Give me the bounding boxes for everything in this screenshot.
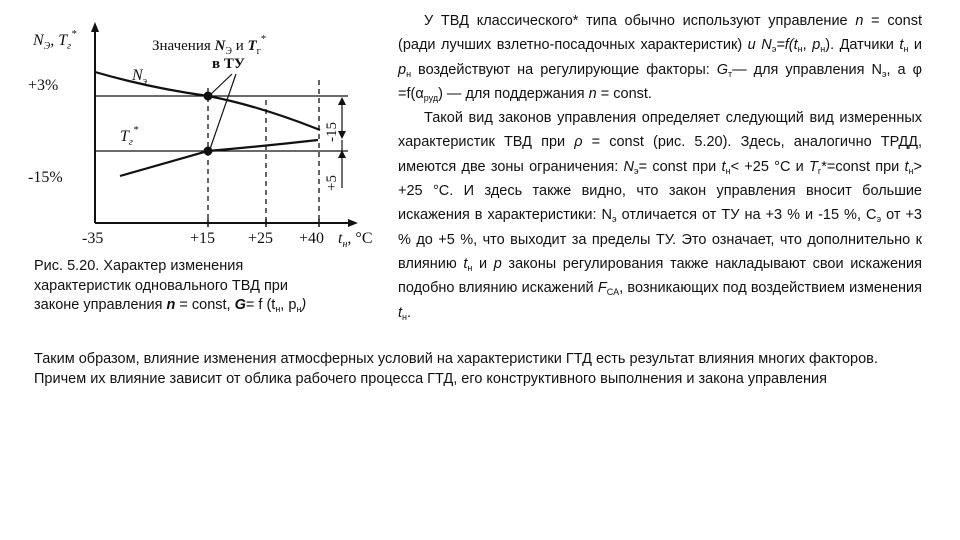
x-tick-label: +25 [248, 230, 274, 247]
conclusion-text: Таким образом, влияние изменения атмосферных условий на характеристики ГТД есть результат влияния многих факторов. Причем их влияние зависит от облика рабочего процесса ГТД, его конструктивного выполнения и закона управления [34, 351, 878, 387]
x-axis-unit: $t_н$, °C [338, 230, 373, 250]
x-axis-arrow-icon [348, 219, 358, 227]
figure-caption [34, 257, 374, 316]
label-vtu: в ТУ [212, 56, 245, 72]
pointer-1 [210, 74, 232, 95]
label-plus3: +3% [28, 77, 59, 94]
figure-title: Значения $N_Э$ и $T_г^*$ [152, 33, 267, 57]
point-t [204, 147, 213, 156]
caption-line: характеристик одновального ТВД при [34, 277, 288, 294]
caption-line: законе управления n = const, G= f ($t_н$, $p_н$) [34, 297, 307, 314]
paragraph-1: У ТВД классического* типа обычно используют управление n = const (ради лучших взлетно-посадочных характеристик) и $N_э=f(t_н$, $p_н$). Датчики $t_н$ и $p_н$ воздействуют на регулирующие факторы: $G_т—$ для управления $N_э$, а $\varphi =f(\alpha_{руд})$ — для поддержания n = const. [398, 13, 923, 103]
point-n [204, 92, 213, 101]
y-axis-title: $N_Э$, $T_г^*$ [33, 28, 77, 52]
pointer-2 [210, 74, 236, 149]
x-tick-label: +15 [190, 230, 216, 247]
curve-t-label: $T_г^*$ [120, 124, 139, 148]
right-column-text [398, 9, 922, 325]
x-tick-label: +40 [299, 230, 325, 247]
dim-label-upper: -15 [324, 122, 340, 142]
curve-t [120, 140, 318, 176]
figure-5-20 [20, 18, 390, 253]
dim-label-lower: +5 [324, 175, 340, 191]
y-axis-arrow-icon [91, 22, 99, 32]
label-minus15: -15% [28, 169, 63, 186]
curve-n-label: $N_э$ [132, 67, 148, 87]
caption-line: Рис. 5.20. Характер изменения [34, 258, 244, 274]
paragraph-2: Такой вид законов управления определяет следующий вид измеренных характеристик ТВД при ρ = const (рис. 5.20). Здесь, аналогично ТРДД, имеются две зоны ограничения: $N_э=$ const при $t_н< +25$ °С и $T_г*=const$ при $t_н> +25$ °С. И здесь также видно, что закон управления вносит большие искажения в характеристики: $N_э$ отличается от ТУ на +3 % и -15 %, $С_э$ от +3 % до +5 %, что выходит за пределы ТУ. Это означает, что дополнительно к влиянию $t_н$ и p законы регулирования также накладывают свои искажения подобно влиянию искажений $F_{CA}$, возникающих под воздействием изменения $t_н$. [398, 110, 922, 322]
dim-arrowhead-upper-icon [338, 97, 346, 105]
x-tick-label: -35 [82, 230, 104, 247]
